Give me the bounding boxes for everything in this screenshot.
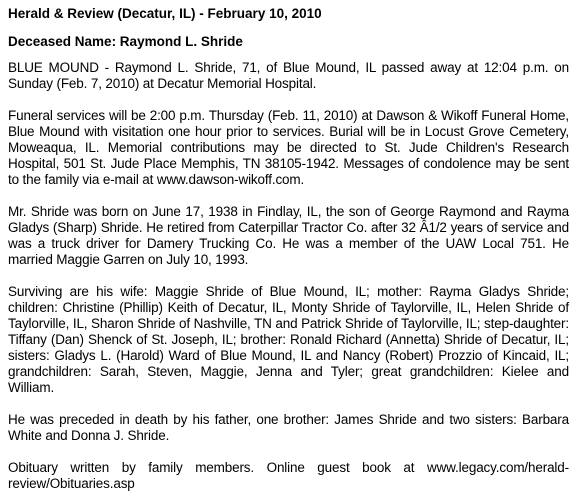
deceased-name: Deceased Name: Raymond L. Shride	[8, 34, 243, 49]
paragraph-preceded: He was preceded in death by his father, one brother: James Shride and two sisters: Barbara White and Donna J. Shride.	[8, 412, 569, 443]
paragraph-survivors: Surviving are his wife: Maggie Shride of Blue Mound, IL; mother: Rayma Gladys Shride; children: Christine (Phillip) Keith of Decatur, IL, Monty Shride of Taylorville, IL, Helen Shride of Taylorville, IL, Sharon Shride of Nashville, TN and Patrick Shride of Taylorville, IL; step-daughter: Tiffany (Dan) Shenck of St. Joseph, IL; brother: Ronald Richard (Annetta) Shride of Decatur, IL; sisters: Gladys L. (Harold) Ward of Blue Mound, IL and Nancy (Robert) Prozzio of Kincaid, IL; grandchildren: Sarah, Steven, Maggie, Jenna and Tyler; great grandchildren: Kielee and William.	[8, 284, 569, 395]
paragraph-services: Funeral services will be 2:00 p.m. Thursday (Feb. 11, 2010) at Dawson & Wikoff Funeral Home, Blue Mound with visitation one hour prior to services. Burial will be in Locust Grove Cemetery, Moweaqua, IL. Memorial contributions may be directed to St. Jude Children's Research Hospital, 501 St. Jude Place Memphis, TN 38105-1942. Messages of condolence may be sent to the family via e-mail at www.dawson-wikoff.com.	[8, 108, 569, 187]
paragraph-biography: Mr. Shride was born on June 17, 1938 in Findlay, IL, the son of George Raymond and Rayma Gladys (Sharp) Shride. He retired from Caterpillar Tractor Co. after 32 Â1/2 years of service and was a truck driver for Damery Trucking Co. He was a member of the UAW Local 751. He married Maggie Garren on July 10, 1993.	[8, 204, 569, 267]
paragraph-guestbook: Obituary written by family members. Online guest book at www.legacy.com/herald-review/Obituaries.asp	[8, 460, 569, 491]
newspaper-title: Herald & Review (Decatur, IL) - February 10, 2010	[8, 6, 322, 21]
paragraph-announcement: BLUE MOUND - Raymond L. Shride, 71, of Blue Mound, IL passed away at 12:04 p.m. on Sunday (Feb. 7, 2010) at Decatur Memorial Hospital.	[8, 60, 569, 91]
